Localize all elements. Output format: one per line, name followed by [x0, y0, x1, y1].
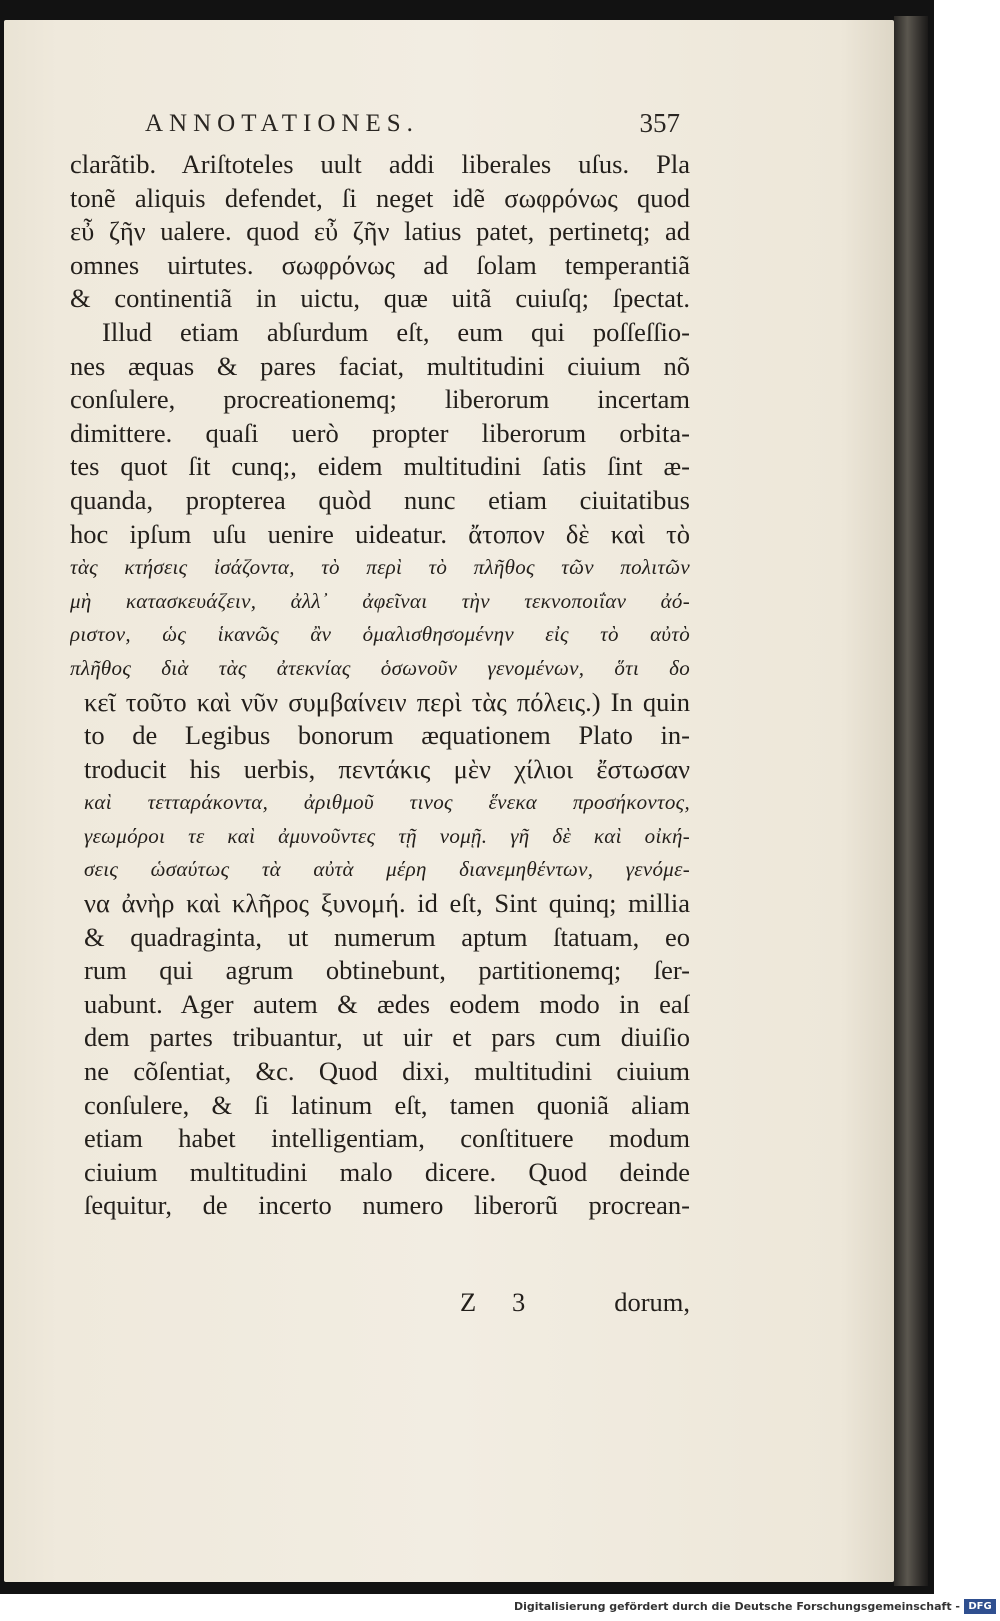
text-line: omnes uirtutes. σωφρόνως ad ſolam temperantiã	[70, 249, 690, 280]
text-block	[70, 148, 690, 1223]
text-line: clarãtib. Ariſtoteles uult addi liberales uſus. Pla	[70, 149, 690, 179]
text-line: ciuium multitudini malo dicere. Quod deinde	[84, 1156, 690, 1187]
page-number: 357	[639, 108, 680, 138]
dfg-logo: DFG	[964, 1599, 996, 1614]
text-line: εὖ ζῆν ualere. quod εὖ ζῆν latius patet, pertinetq; ad	[70, 216, 690, 247]
greek-line: σεις ὡσαύτως τὰ αὐτὰ μέρη διανεμηθέντων, γενόμε-	[84, 857, 690, 882]
text-line: uabunt. Ager autem & ædes eodem modo in eaſ	[84, 988, 690, 1019]
greek-line: καὶ τετταράκοντα, ἀριθμοῦ τινος ἕνεκα προσήκοντος,	[84, 790, 690, 815]
text-line: nes æquas & pares faciat, multitudini ciuium nõ	[70, 350, 690, 381]
catchword: dorum,	[614, 1287, 690, 1317]
text-line: κεῖ τοῦτο καὶ νῦν συμβαίνειν περὶ τὰς πόλεις.) In quin	[84, 686, 690, 717]
text-line: quanda, propterea quòd nunc etiam ciuitatibus	[70, 484, 690, 515]
book-edge	[894, 16, 928, 1586]
signature-number: 3	[512, 1287, 526, 1317]
text-line: to de Legibus bonorum æquationem Plato in-	[84, 720, 690, 751]
text-line: hoc ipſum uſu uenire uideatur. ἄτοπον δὲ καὶ τὸ	[70, 518, 690, 549]
funding-credit: Digitalisierung gefördert durch die Deutsche Forschungsgemeinschaft -	[513, 1600, 960, 1613]
greek-line: τὰς κτήσεις ἰσάζοντα, τὸ περὶ τὸ πλῆθος τῶν πολιτῶν	[70, 555, 690, 580]
greek-line: ριστον, ὡς ἱκανῶς ἂν ὁμαλισθησομένην εἰς τὸ αὐτὸ	[70, 622, 690, 647]
text-line: conſulere, & ſi latinum eſt, tamen quoniã aliam	[84, 1089, 690, 1120]
digitization-footer	[0, 1596, 1000, 1621]
text-line: να ἀνὴρ καὶ κλῆρος ξυνομή. id eſt, Sint quinq; millia	[84, 888, 690, 919]
text-line: ſequitur, de incerto numero liberorũ procrean-	[84, 1190, 690, 1221]
text-line: dem partes tribuantur, ut uir et pars cum diuiſio	[84, 1022, 690, 1053]
running-head: ANNOTATIONES.	[145, 110, 419, 137]
signature-mark: Z	[460, 1287, 477, 1317]
greek-line: γεωμόροι τε καὶ ἀμυνοῦντες τῇ νομῇ. γῆ δὲ καὶ οἰκή-	[84, 823, 690, 848]
page-header	[145, 110, 680, 144]
text-line: & quadraginta, ut numerum aptum ſtatuam, eo	[84, 921, 690, 952]
text-line: conſulere, procreationemq; liberorum incertam	[70, 384, 690, 415]
text-line: Illud etiam abſurdum eſt, eum qui poſſeſſio-	[102, 316, 690, 347]
text-line: tes quot ſit cunq;, eidem multitudini ſatis ſint æ-	[70, 451, 690, 482]
text-line: rum qui agrum obtinebunt, partitionemq; ſer-	[84, 955, 690, 986]
text-line: dimittere. quaſi uerò propter liberorum orbita-	[70, 417, 690, 448]
text-line: tonẽ aliquis defendet, ſi neget idẽ σωφρόνως quod	[70, 182, 690, 213]
text-line: ne cõſentiat, &c. Quod dixi, multitudini ciuium	[84, 1056, 690, 1087]
text-line: etiam habet intelligentiam, conſtituere modum	[84, 1123, 690, 1154]
greek-line: πλῆθος διὰ τὰς ἀτεκνίας ὁσωνοῦν γενομένων, ὅτι δο	[70, 655, 690, 680]
text-line: & continentiã in uictu, quæ uitã cuiuſq; ſpectat.	[70, 283, 690, 314]
text-line: troducit his uerbis, πεντάκις μὲν χίλιοι ἔστωσαν	[84, 753, 690, 784]
greek-line: μὴ κατασκευάζειν, ἀλλ᾽ ἀφεῖναι τὴν τεκνοποιΐαν ἀό-	[70, 588, 690, 613]
